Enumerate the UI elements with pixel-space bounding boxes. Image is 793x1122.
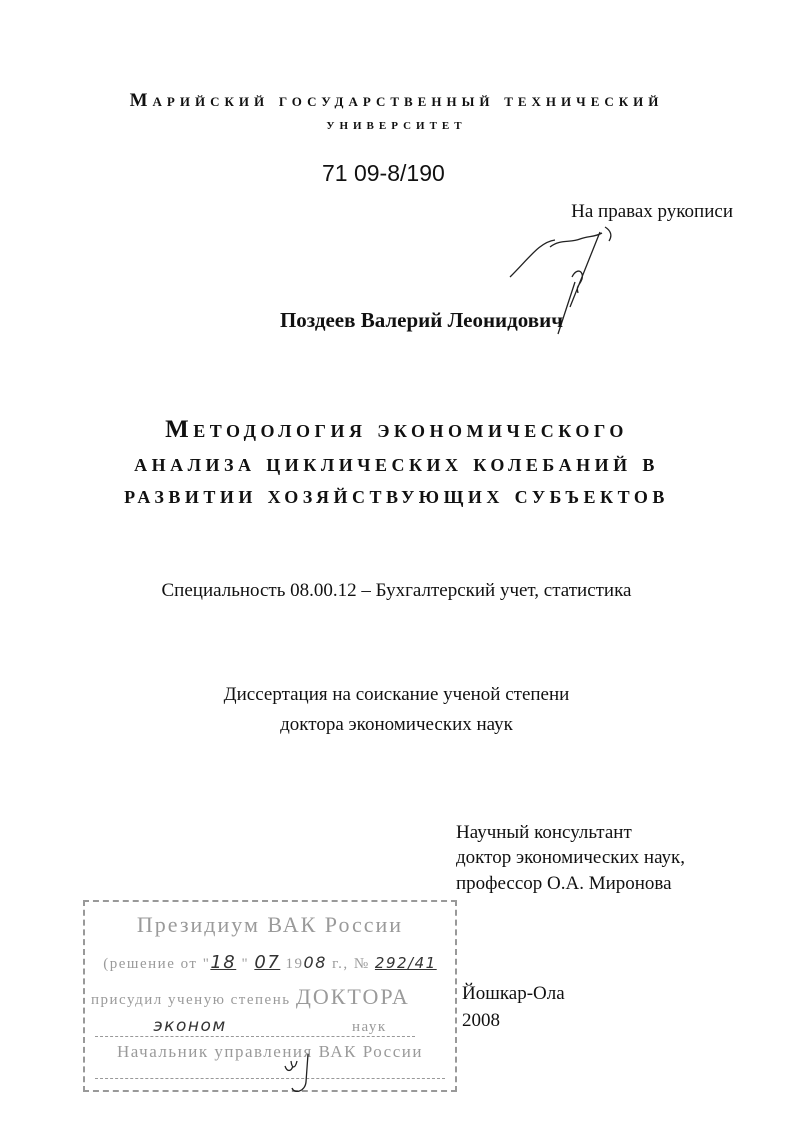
university-name-line2: университет [326,116,467,133]
stamp-awarded [85,984,455,1010]
author-name: Поздеев Валерий Леонидович [279,308,564,332]
stamp-day: 18 [210,952,237,973]
stamp-divider [95,1036,415,1037]
city: Йошкар-Ола [462,983,565,1004]
title-line3: развитии хозяйствующих субъектов [124,482,669,509]
stamp-quote: " [241,956,250,972]
stamp-number-label: г., № [332,956,370,972]
stamp-month: 07 [254,952,281,973]
consultant-line3: профессор О.А. Миронова [456,873,672,894]
rights-note: На правах рукописи [571,201,733,222]
stamp-awarded-label: присудил ученую степень [91,992,291,1008]
stamp-year-prefix: 19 [285,956,304,972]
specialty: Специальность 08.00.12 – Бухгалтерский учет, статистика [161,580,632,601]
stamp-number: 292/41 [374,954,437,972]
university-name-line1: Марийский государственный технический [129,90,664,111]
registration-number: 71 09-8/190 [322,160,445,186]
stamp-field [85,1016,455,1036]
title-line1: Методология экономического [165,416,628,443]
consultant-line1: Научный консультант [456,822,632,843]
stamp-signature-line [95,1078,445,1079]
stamp-decision [85,952,455,973]
dissertation-line1: Диссертация на соискание ученой степени [223,684,570,705]
stamp-signature [280,1052,320,1097]
stamp-degree: ДОКТОРА [295,984,410,1009]
vak-stamp [83,900,457,1092]
stamp-year: 08 [303,953,327,972]
title-line2: анализа циклических колебаний в [134,450,659,477]
stamp-field-hand: эконом [153,1016,227,1036]
stamp-field-suffix: наук [351,1019,387,1035]
dissertation-line2: доктора экономических наук [280,714,513,735]
consultant-line2: доктор экономических наук, [456,847,686,868]
stamp-decision-label: (решение от " [103,956,211,972]
stamp-title: Президиум ВАК России [136,912,404,937]
year: 2008 [462,1010,500,1031]
stamp-head: Начальник управления ВАК России [117,1042,423,1061]
